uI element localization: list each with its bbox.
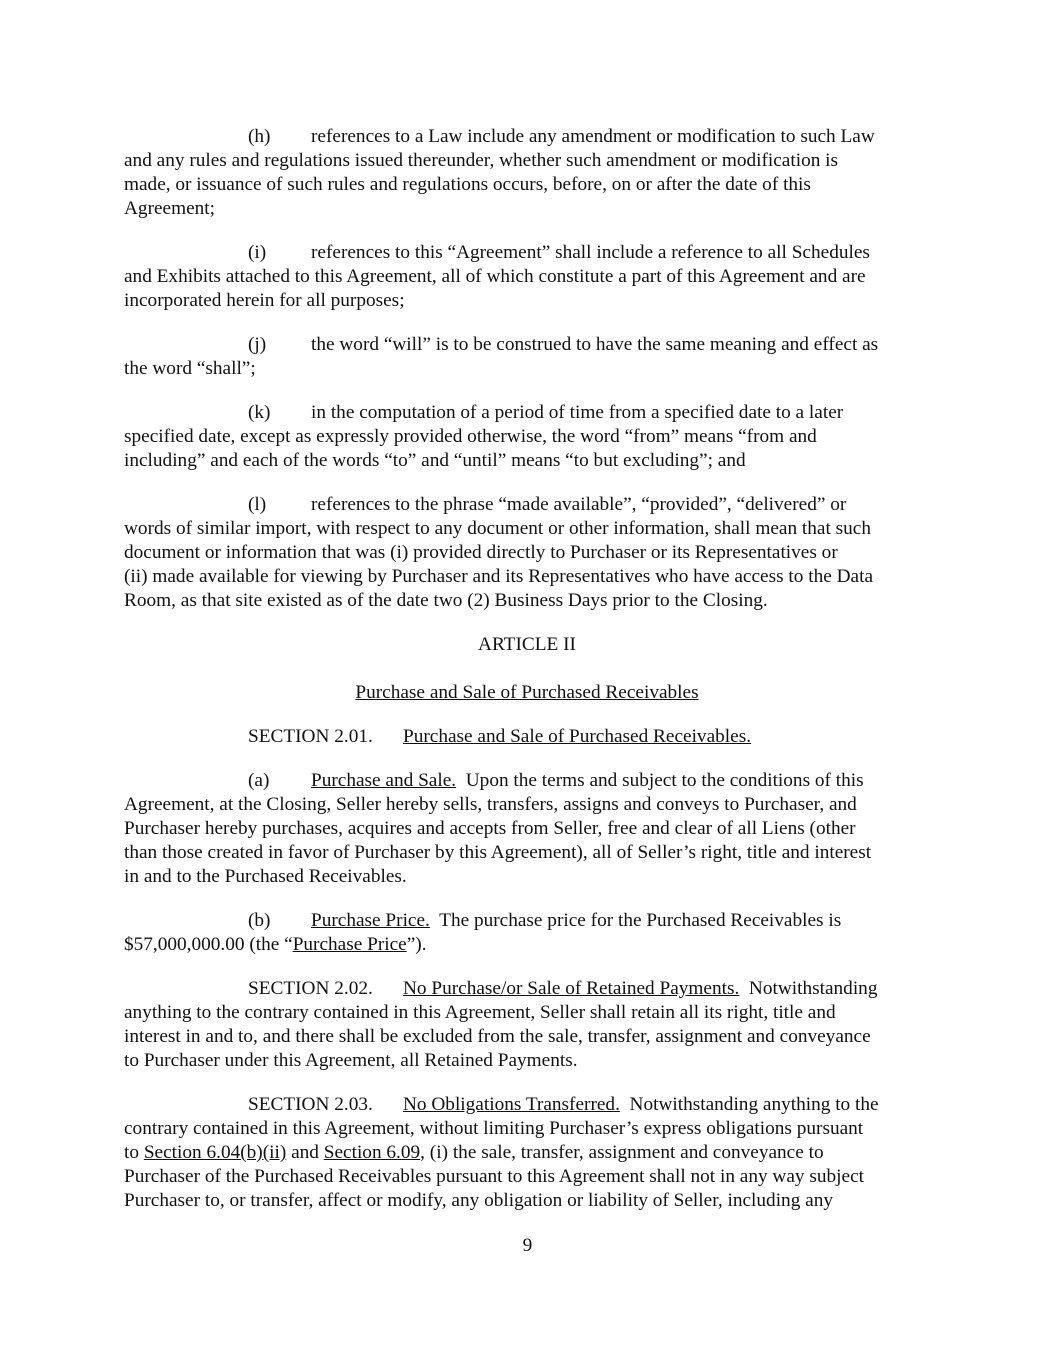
clause-i xyxy=(124,241,930,313)
clause-b xyxy=(124,909,930,957)
clause-text: and xyxy=(286,1142,324,1163)
clause-text-line: the word “will” is to be construed to have the same meaning and effect as xyxy=(311,334,879,355)
clause-text-line: Notwithstanding anything to the xyxy=(619,1094,879,1115)
clause-j xyxy=(124,333,930,381)
clause-text-line: Purchaser to, or transfer, affect or modify, any obligation or liability of Seller, including any xyxy=(124,1190,833,1211)
clause-text-line: contrary contained in this Agreement, without limiting Purchaser’s express obligations pursuant xyxy=(124,1118,864,1139)
clause-text: , (i) the sale, transfer, assignment and conveyance to xyxy=(420,1142,824,1163)
clause-heading: Purchase and Sale. xyxy=(311,770,457,791)
clause-heading: Purchase Price. xyxy=(311,910,430,931)
clause-text-line: words of similar import, with respect to any document or other information, shall mean that such xyxy=(124,518,871,539)
clause-label: (a) xyxy=(248,770,270,791)
clause-label: (l) xyxy=(248,494,267,515)
clause-text-line: Room, as that site existed as of the date two (2) Business Days prior to the Closing. xyxy=(124,590,768,611)
clause-text: to xyxy=(124,1142,144,1163)
clause-text-line: including” and each of the words “to” and “until” means “to but excluding”; and xyxy=(124,450,746,471)
clause-text-line: (ii) made available for viewing by Purchaser and its Representatives who have access to the Data xyxy=(124,566,874,587)
clause-text-line: references to this “Agreement” shall include a reference to all Schedules xyxy=(311,242,870,263)
clause-label: (b) xyxy=(248,910,271,931)
clause-text-line: incorporated herein for all purposes; xyxy=(124,290,405,311)
clause-text-line: made, or issuance of such rules and regulations occurs, before, on or after the date of this xyxy=(124,174,811,195)
clause-text-line: Notwithstanding xyxy=(739,978,878,999)
clause-text-line: document or information that was (i) provided directly to Purchaser or its Representatives or xyxy=(124,542,838,563)
clause-text-line: to Purchaser under this Agreement, all Retained Payments. xyxy=(124,1050,578,1071)
clause-label: (k) xyxy=(248,402,271,423)
clause-text-line: Purchaser hereby purchases, acquires and accepts from Seller, free and clear of all Liens (other xyxy=(124,818,856,839)
clause-text-line: in and to the Purchased Receivables. xyxy=(124,866,407,887)
clause-text-line: interest in and to, and there shall be excluded from the sale, transfer, assignment and conveyance xyxy=(124,1026,871,1047)
clause-text-line: anything to the contrary contained in this Agreement, Seller shall retain all its right, title and xyxy=(124,1002,836,1023)
section-heading: No Obligations Transferred. xyxy=(403,1094,620,1115)
section-heading: No Purchase/or Sale of Retained Payments. xyxy=(403,978,740,999)
section-label: SECTION 2.01. xyxy=(248,726,373,747)
section-2-02 xyxy=(124,977,930,1073)
clause-text-line: in the computation of a period of time from a specified date to a later xyxy=(311,402,844,423)
defined-term: Purchase Price xyxy=(292,934,407,955)
clause-text-line: and any rules and regulations issued thereunder, whether such amendment or modification is xyxy=(124,150,839,171)
clause-l xyxy=(124,493,930,613)
clause-label: (j) xyxy=(248,334,267,355)
clause-label: (h) xyxy=(248,126,271,147)
clause-text-line: Purchaser of the Purchased Receivables pursuant to this Agreement shall not in any way subject xyxy=(124,1166,864,1187)
article-title: Purchase and Sale of Purchased Receivables xyxy=(355,682,699,703)
document-page xyxy=(124,125,930,1233)
section-heading: Purchase and Sale of Purchased Receivables. xyxy=(403,726,752,747)
clause-a xyxy=(124,769,930,889)
clause-text-line: specified date, except as expressly provided otherwise, the word “from” means “from and xyxy=(124,426,817,447)
clause-text-line: Agreement; xyxy=(124,198,216,219)
clause-h xyxy=(124,125,930,221)
clause-text-line: and Exhibits attached to this Agreement, all of which constitute a part of this Agreement and are xyxy=(124,266,866,287)
price-text: $57,000,000.00 (the “ xyxy=(124,934,293,955)
clause-text-line: Upon the terms and subject to the conditions of this xyxy=(456,770,864,791)
clause-text-line: than those created in favor of Purchaser by this Agreement), all of Seller’s right, title and interest xyxy=(124,842,872,863)
clause-text-line: references to a Law include any amendment or modification to such Law xyxy=(311,126,875,147)
article-number: ARTICLE II xyxy=(478,634,576,655)
section-reference-link[interactable]: Section 6.09 xyxy=(323,1142,421,1163)
section-label: SECTION 2.02. xyxy=(248,978,373,999)
clause-label: (i) xyxy=(248,242,267,263)
price-text-end: ”). xyxy=(406,934,427,955)
section-2-03 xyxy=(124,1093,930,1213)
section-label: SECTION 2.03. xyxy=(248,1094,373,1115)
section-reference-link[interactable]: Section 6.04(b)(ii) xyxy=(143,1142,287,1163)
clause-text-line: Agreement, at the Closing, Seller hereby sells, transfers, assigns and conveys to Purchaser, and xyxy=(124,794,857,815)
clause-text-line: the word “shall”; xyxy=(124,358,256,379)
section-2-01 xyxy=(124,725,930,749)
clause-k xyxy=(124,401,930,473)
clause-text-line: references to the phrase “made available”, “provided”, “delivered” or xyxy=(311,494,847,515)
clause-text-line: The purchase price for the Purchased Receivables is xyxy=(429,910,842,931)
page-number: 9 xyxy=(522,1235,533,1256)
